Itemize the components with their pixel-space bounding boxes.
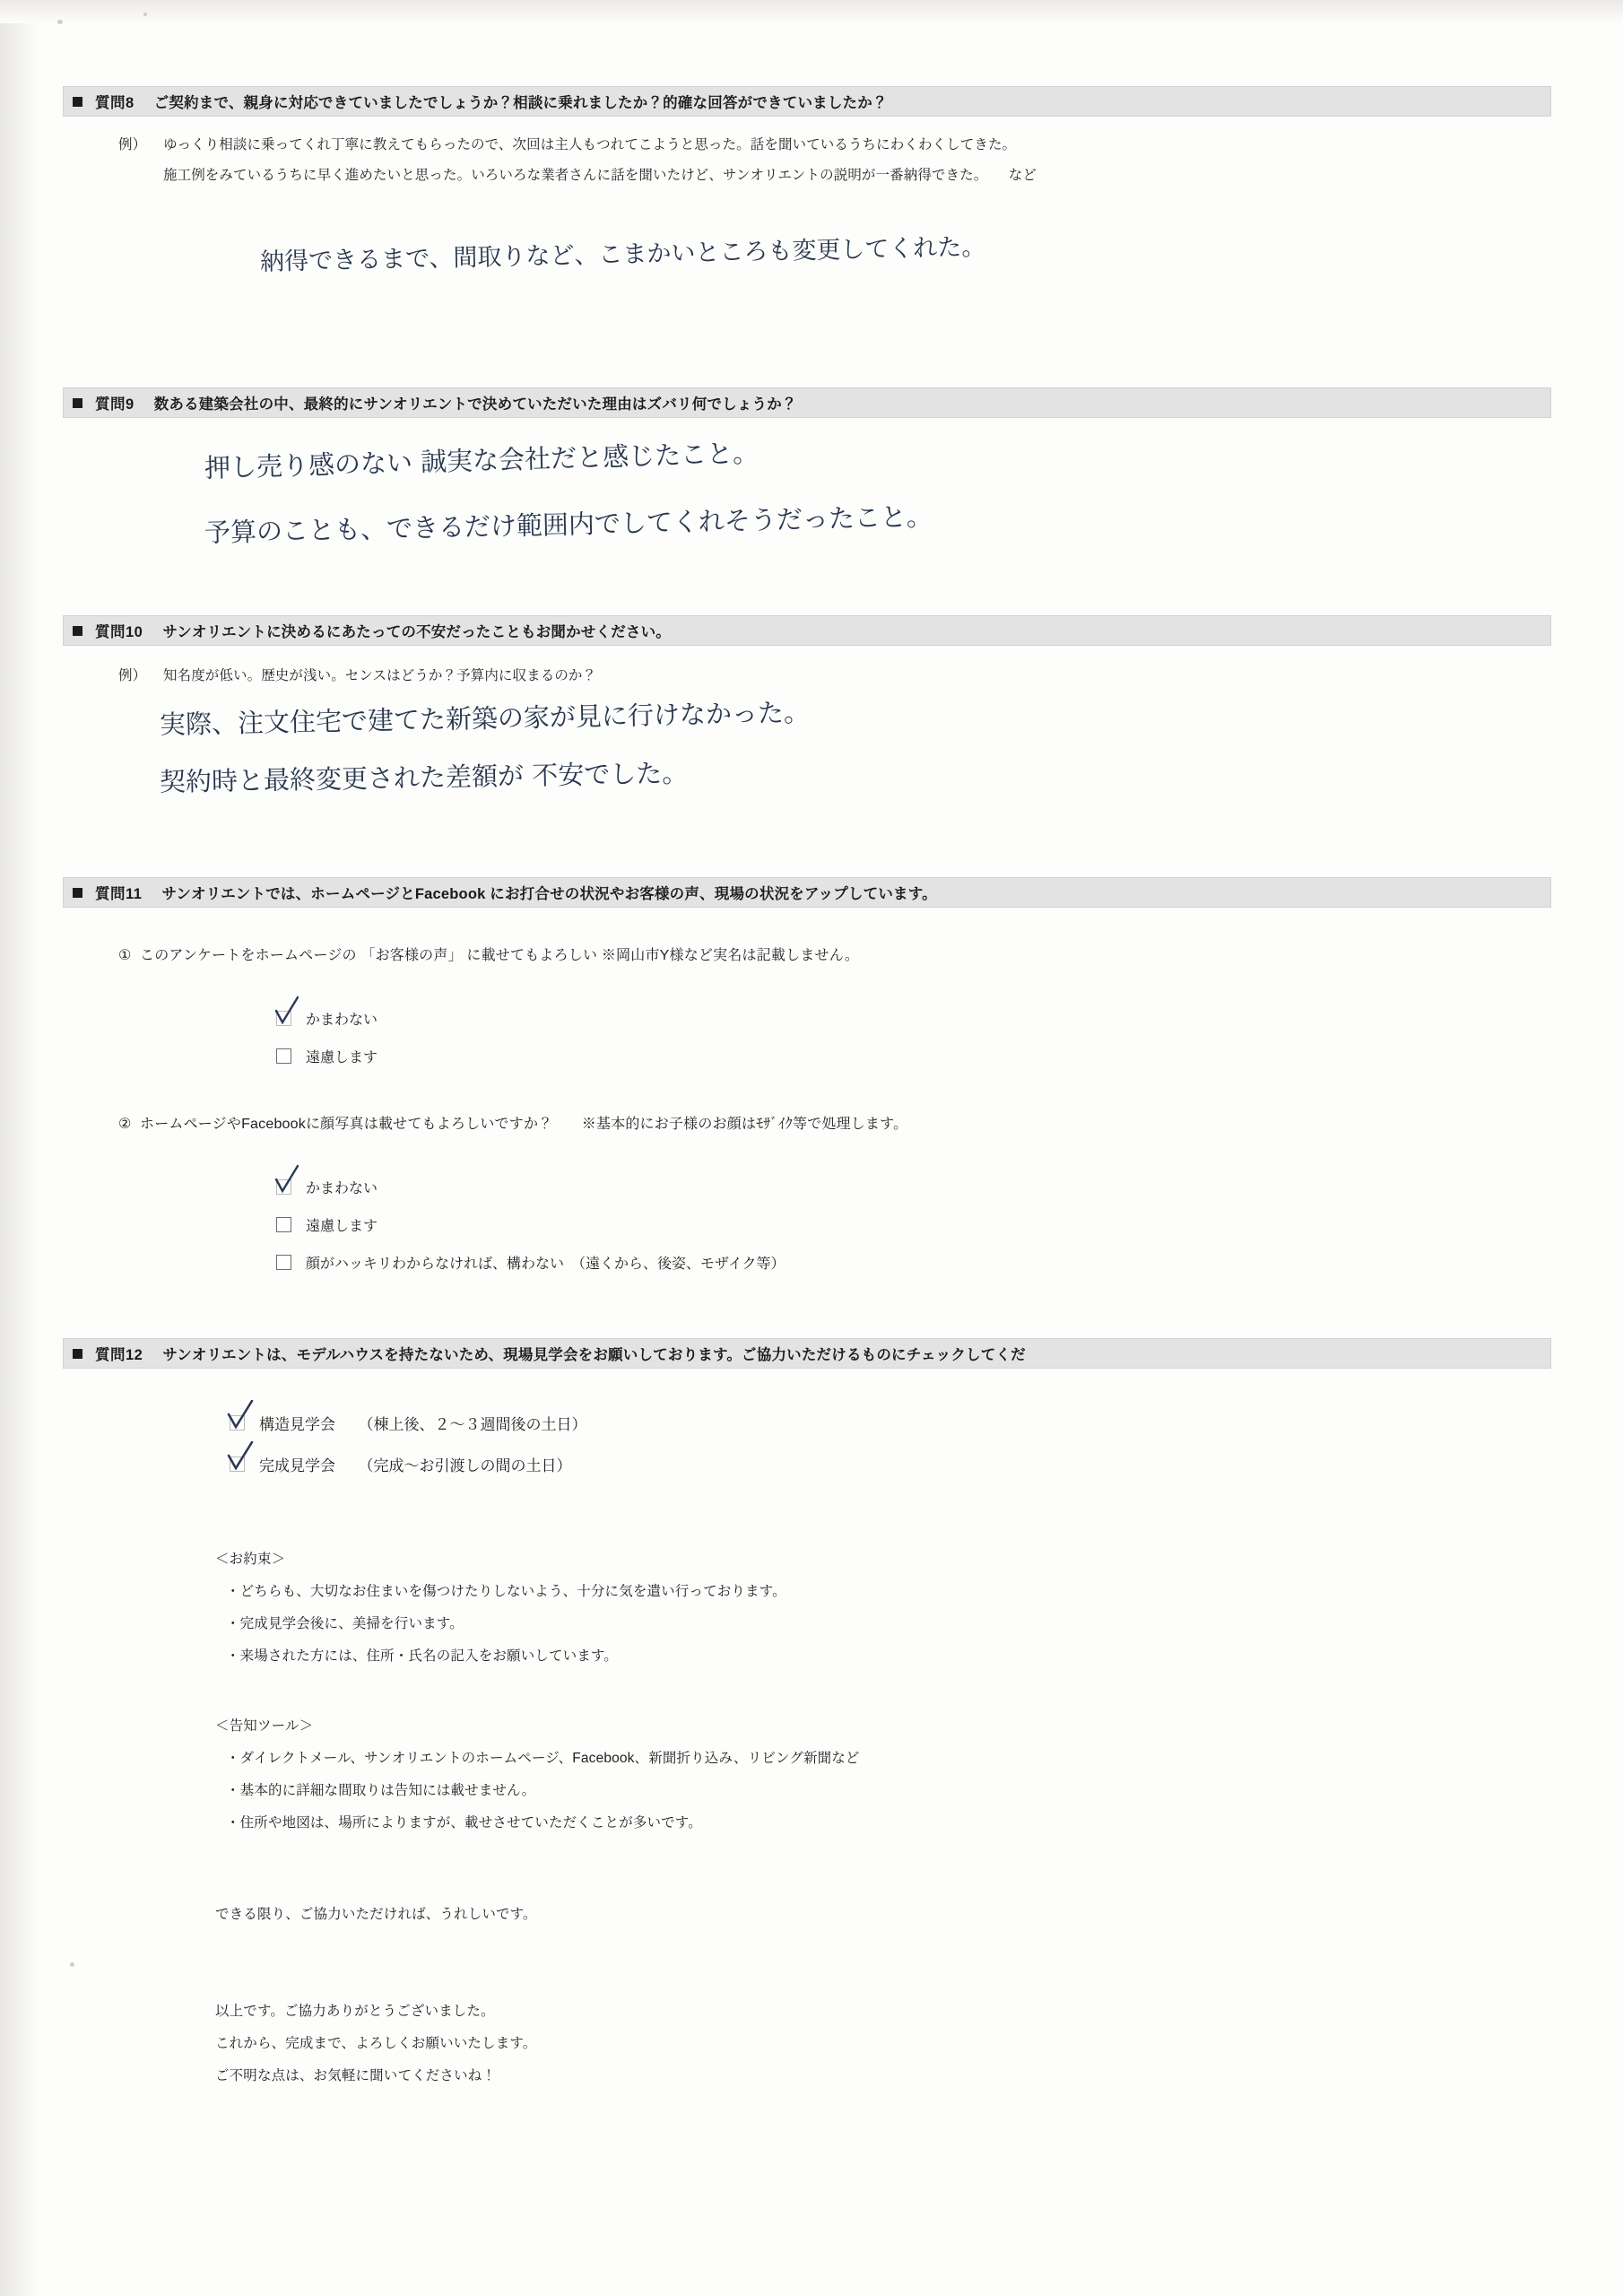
question-9-number: 質問9 <box>95 396 135 413</box>
question-8-header <box>63 86 1551 117</box>
q11-2-option-1-label: 遠慮します <box>306 1219 378 1234</box>
handwritten-check-icon <box>227 1400 254 1431</box>
question-9-text: 数ある建築会社の中、最終的にサンオリエントで決めていただいた理由はズバリ何でしょうか？ <box>153 396 797 413</box>
question-10-sample-lead <box>118 664 150 688</box>
checkbox-checked[interactable] <box>276 1011 291 1026</box>
q11-1-option-0-label: かまわない <box>306 1013 378 1028</box>
checkbox-checked[interactable] <box>230 1457 245 1472</box>
scan-edge-shading-top <box>0 0 1623 23</box>
tools-line-1: ・基本的に詳細な間取りは告知には載せません。 <box>226 1783 536 1798</box>
handwritten-check-icon <box>227 1441 254 1472</box>
promise-line-1: ・完成見学会後に、美掃を行います。 <box>226 1616 464 1631</box>
tools-heading: ＜告知ツール＞ <box>215 1718 314 1734</box>
question-11-text: サンオリエントでは、ホームページとFacebook にお打合せの状況やお客様の声、現場の状況をアップしています。 <box>161 886 937 902</box>
question-11-sub-1-marker: ① <box>118 948 132 963</box>
checkbox-unchecked[interactable] <box>276 1217 291 1232</box>
question-11-sub-1-text: このアンケートをホームページの 「お客様の声」 に載せてもよろしい ※岡山市Y様など実名は記載しません。 <box>140 948 860 963</box>
bullet-square-icon <box>73 888 82 898</box>
question-9-handwriting-line-2: 予算のことも、できるだけ範囲内でしてくれそうだったこと。 <box>204 500 933 548</box>
scan-speck <box>70 1962 74 1967</box>
question-12-header <box>63 1338 1551 1369</box>
q12-option-1[interactable] <box>230 1453 572 1475</box>
question-11-sub-1 <box>118 944 859 964</box>
q12-option-0[interactable] <box>230 1412 587 1434</box>
checkbox-unchecked[interactable] <box>276 1255 291 1270</box>
q11-2-option-2[interactable] <box>276 1252 785 1273</box>
bullet-square-icon <box>73 626 82 636</box>
question-10-handwriting-line-1: 実際、注文住宅で建てた新築の家が見に行けなかった。 <box>159 697 811 740</box>
question-10-number: 質問10 <box>95 624 143 640</box>
question-8-sample-line-2: 施工例をみているうちに早く進めたいと思った。いろいろな業者さんに話を聞いたけど、サンオリエントの説明が一番納得できた。 など <box>163 168 1037 183</box>
question-9-handwriting-line-1: 押し売り感のない 誠実な会社だと感じたこと。 <box>204 437 759 483</box>
q12-option-0-label: 構造見学会 （棟上後、２～３週間後の土日） <box>259 1416 587 1433</box>
q11-1-option-1[interactable] <box>276 1046 378 1066</box>
sample-lead-label: 例） <box>118 668 147 683</box>
q11-2-option-1[interactable] <box>276 1214 378 1235</box>
question-8-number: 質問8 <box>95 95 135 111</box>
question-12-text: サンオリエントは、モデルハウスを持たないため、現場見学会をお願いしております。ご協力いただけるものにチェックしてくだ <box>162 1347 1026 1363</box>
scan-speck <box>57 20 63 24</box>
question-8-sample-lead <box>118 133 150 157</box>
question-11-header <box>63 877 1551 908</box>
question-11-sub-2-text: ホームページやFacebookに顔写真は載せてもよろしいですか？ ※基本的にお子様のお顔はﾓｻﾞｲｸ等で処理します。 <box>140 1117 908 1132</box>
question-11-sub-2-marker: ② <box>118 1117 132 1132</box>
scan-speck <box>143 13 147 16</box>
bullet-square-icon <box>73 398 82 408</box>
question-9-header <box>63 387 1551 418</box>
promise-line-2: ・来場された方には、住所・氏名の記入をお願いしています。 <box>226 1648 618 1664</box>
question-10-text: サンオリエントに決めるにあたっての不安だったこともお聞かせください。 <box>162 624 672 640</box>
handwritten-check-icon <box>273 1164 300 1195</box>
promise-line-0: ・どちらも、大切なお住まいを傷つけたりしないよう、十分に気を遣い行っております。 <box>226 1584 786 1599</box>
closing-request: できる限り、ご協力いただければ、うれしいです。 <box>215 1907 537 1922</box>
tools-line-0: ・ダイレクトメール、サンオリエントのホームページ、Facebook、新聞折り込み、リビング新聞など <box>226 1751 860 1766</box>
closing-line-0: 以上です。ご協力ありがとうございました。 <box>215 2004 495 2019</box>
handwritten-check-icon <box>273 996 300 1026</box>
checkbox-checked[interactable] <box>276 1179 291 1195</box>
question-10-header <box>63 615 1551 646</box>
tools-line-2: ・住所や地図は、場所によりますが、載せさせていただくことが多いです。 <box>226 1815 702 1831</box>
sample-lead-label: 例） <box>118 137 147 152</box>
checkbox-checked[interactable] <box>230 1415 245 1431</box>
bullet-square-icon <box>73 97 82 107</box>
question-8-sample-line-1: ゆっくり相談に乗ってくれ丁寧に教えてもらったので、次回は主人もつれてこようと思った。話を聞いているうちにわくわくしてきた。 <box>163 137 1017 152</box>
promise-heading: ＜お約束＞ <box>215 1552 286 1567</box>
bullet-square-icon <box>73 1349 82 1359</box>
checkbox-unchecked[interactable] <box>276 1048 291 1064</box>
q11-2-option-2-label: 顔がハッキリわからなければ、構わない （遠くから、後姿、モザイク等） <box>306 1257 785 1272</box>
question-8-text: ご契約まで、親身に対応できていましたでしょうか？相談に乗れましたか？的確な回答ができていましたか？ <box>153 95 888 111</box>
q11-1-option-1-label: 遠慮します <box>306 1050 378 1065</box>
q11-1-option-0[interactable] <box>276 1008 378 1029</box>
q11-2-option-0[interactable] <box>276 1177 378 1197</box>
scan-edge-shading-left <box>0 0 39 2296</box>
question-10-sample-line-1: 知名度が低い。歴史が浅い。センスはどうか？予算内に収まるのか？ <box>163 668 597 683</box>
question-12-number: 質問12 <box>95 1347 143 1363</box>
question-11-number: 質問11 <box>95 886 143 902</box>
closing-line-1: これから、完成まで、よろしくお願いいたします。 <box>215 2036 537 2051</box>
closing-line-2: ご不明な点は、お気軽に聞いてくださいね！ <box>215 2068 497 2083</box>
q11-2-option-0-label: かまわない <box>306 1181 378 1196</box>
question-11-sub-2 <box>118 1112 907 1133</box>
q12-option-1-label: 完成見学会 （完成～お引渡しの間の土日） <box>259 1457 572 1474</box>
question-10-handwriting-line-2: 契約時と最終変更された差額が 不安でした。 <box>159 757 689 797</box>
question-8-handwriting-line-1: 納得できるまで、間取りなど、こまかいところも変更してくれた。 <box>259 233 986 276</box>
